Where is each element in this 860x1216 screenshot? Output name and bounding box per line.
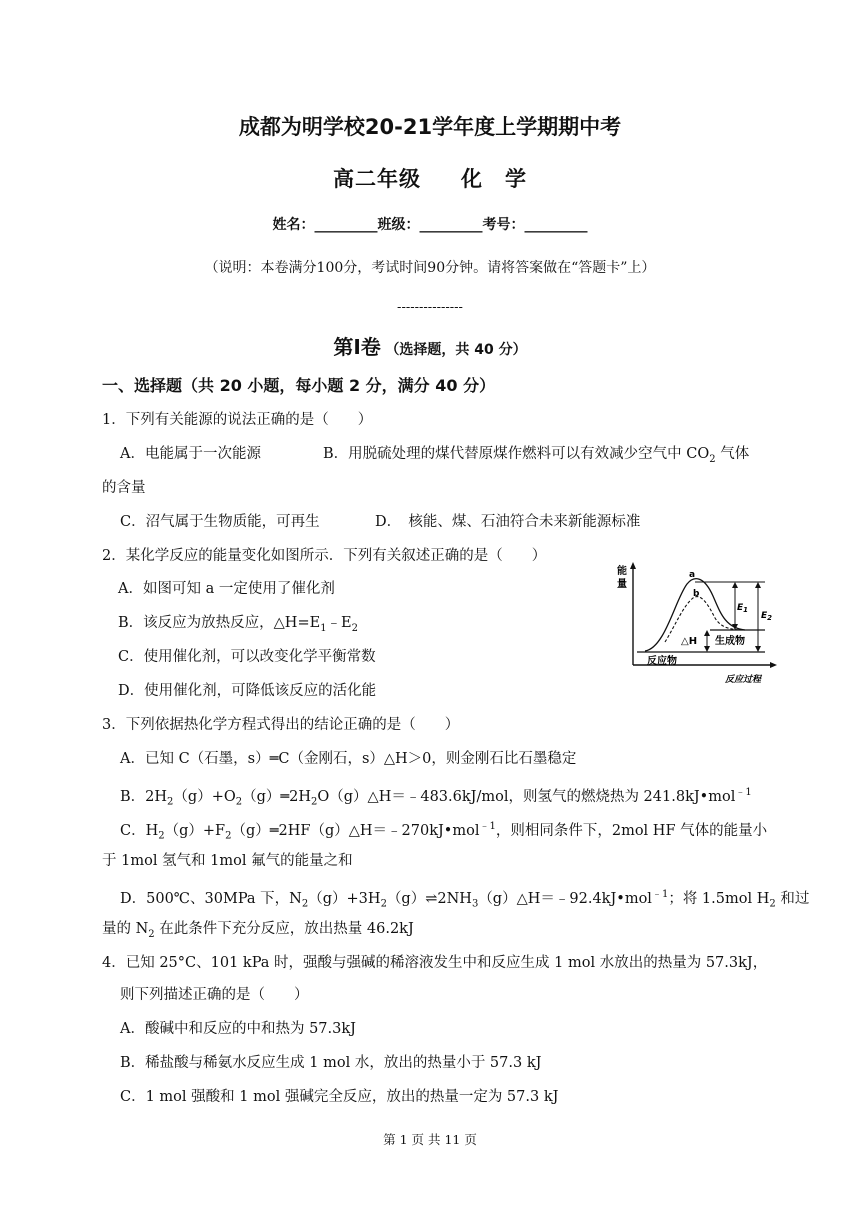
q1-option-c: C．沼气属于生物质能，可再生 <box>120 514 320 530</box>
product-label: 生成物 <box>715 636 745 647</box>
part1-note: （选择题，共 40 分） <box>385 342 527 358</box>
y-label-2: 量 <box>617 579 627 590</box>
q3-option-c: C．$H_2(g)+F_2(g)═2HF(g)\triangle H=﹣270kJ•mol^{﹣1}$，则相同条件下，2mol HF 气体的能量小 <box>120 821 768 842</box>
q3-option-d-cont: 量的 $N_2$ 在此条件下充分反应，放出热量 46.2kJ <box>102 921 414 940</box>
q1-option-b-cont: 的含量 <box>102 480 146 496</box>
q4-stem: 4．已知 25°C、101 kPa 时，强酸与强碱的稀溶液发生中和反应生成 1 mol 水放出的热量为 57.3kJ， <box>102 955 768 971</box>
q3-option-c-cont: 于 1mol 氢气和 1mol 氟气的能量之和 <box>102 853 353 869</box>
subject-label: 化 学 <box>461 167 527 191</box>
y-axis-arrow <box>630 562 636 569</box>
q3-option-b: B．$2H_2(g)+O_2(g)═2H_2O(g)\triangle H=﹣483.6kJ$/mol，则氢气的燃烧热为 241.8kJ•mol$^{﹣1}$ <box>120 787 752 808</box>
page-footer: 第 1 页 共 11 页 <box>383 1132 477 1147</box>
part1-title: 第Ⅰ卷 <box>333 335 381 359</box>
q2-option-c: C．使用催化剂，可以改变化学平衡常数 <box>118 649 376 665</box>
label-e2: $E_2$ <box>761 611 773 622</box>
x-label: 反应过程 <box>725 675 762 685</box>
exam-subtitle <box>0 165 860 193</box>
student-info-fields: 姓名：_________班级：_________考号：_________ <box>272 217 588 233</box>
y-label-1: 能 <box>617 566 627 577</box>
q1-option-d: D． 核能、煤、石油符合未来新能源标准 <box>375 514 641 530</box>
grade-label: 高二年级 <box>333 167 421 191</box>
q1-stem: 1．下列有关能源的说法正确的是（ ） <box>102 412 373 428</box>
x-axis-arrow <box>770 662 777 668</box>
q4-option-b: B．稀盐酸与稀氨水反应生成 1 mol 水，放出的热量小于 57.3 kJ <box>120 1055 542 1071</box>
q1-option-a: A．电能属于一次能源 <box>120 446 261 462</box>
label-e1: $E_1$ <box>737 603 749 614</box>
q3-option-d: D．500℃、30MPa 下，$N_2(g)+3H_2(g)\rightleftharpoons 2NH_3(g)\triangle H=﹣92.4kJ•mol^{﹣1}$；将 1.5mol $H_2$ 和过 <box>120 889 810 910</box>
section-heading: 一、选择题（共 20 小题，每小题 2 分，满分 40 分） <box>102 376 496 395</box>
q2-option-a: A．如图可知 a 一定使用了催化剂 <box>118 581 335 597</box>
q3-stem: 3．下列依据热化学方程式得出的结论正确的是（ ） <box>102 717 460 733</box>
q4-option-c: C．1 mol 强酸和 1 mol 强碱完全反应，放出的热量一定为 57.3 kJ <box>120 1089 559 1105</box>
part1-heading <box>0 333 860 364</box>
energy-diagram <box>615 560 780 685</box>
q4-option-a: A．酸碱中和反应的中和热为 57.3kJ <box>120 1021 356 1037</box>
exam-title: 成都为明学校20-21学年度上学期期中考 <box>238 115 622 139</box>
label-dh: △H <box>681 636 698 647</box>
exam-instructions: （说明：本卷满分100分，考试时间90分钟。请将答案做在“答题卡”上） <box>204 260 656 276</box>
label-b: b <box>693 589 700 599</box>
reactant-label: 反应物 <box>647 656 677 667</box>
label-a: a <box>689 570 696 580</box>
q3-option-a: A．已知 C（石墨，s）═C（金刚石，s）△H＞0，则金刚石比石墨稳定 <box>120 751 577 767</box>
q2-option-d: D．使用催化剂，可降低该反应的活化能 <box>118 683 377 699</box>
q1-option-b: B．用脱硫处理的煤代替原煤作燃料可以有效减少空气中 $CO_2$ 气体 <box>323 446 750 465</box>
divider-dashes: --------------- <box>397 300 463 315</box>
q2-stem: 2．某化学反应的能量变化如图所示．下列有关叙述正确的是（ ） <box>102 548 547 564</box>
q4-stem-cont: 则下列描述正确的是（ ） <box>120 987 309 1003</box>
q2-option-b: B．该反应为放热反应，$\triangle H=E_1﹣E_2$ <box>118 615 359 634</box>
